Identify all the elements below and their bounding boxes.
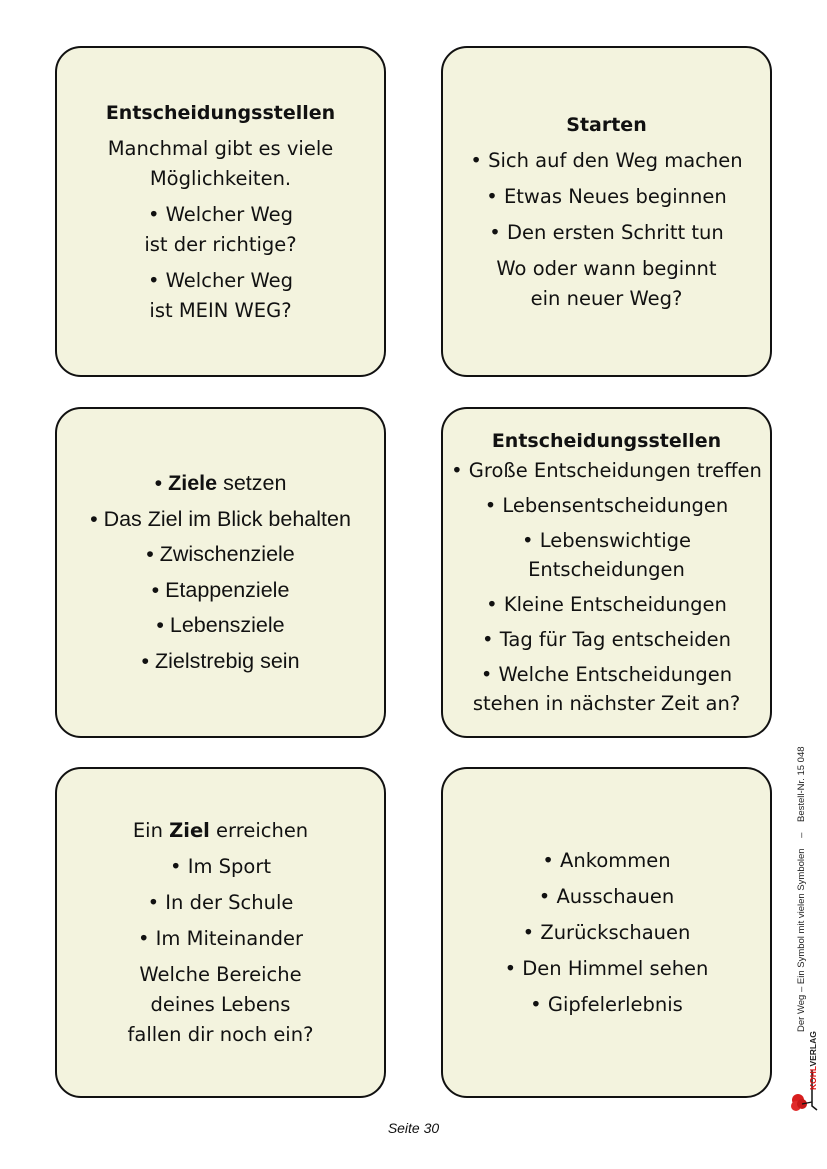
- card-title: Entscheidungsstellen: [105, 101, 336, 124]
- card-bullet: • Kleine Entscheidungen: [486, 593, 727, 616]
- card-bullet: • In der Schule: [147, 890, 294, 914]
- card-title: Entscheidungsstellen: [491, 430, 722, 452]
- separator: –: [796, 832, 807, 838]
- card-text: deines Lebens: [150, 992, 291, 1016]
- card-text: stehen in nächster Zeit an?: [472, 692, 741, 715]
- card-ziel-erreichen: [55, 767, 386, 1098]
- card-title: Starten: [566, 113, 647, 136]
- page-number: Seite 30: [387, 1120, 440, 1136]
- card-bullet: • Im Miteinander: [137, 926, 303, 950]
- card-text: Entscheidungen: [528, 558, 685, 581]
- card-text: Manchmal gibt es viele: [107, 136, 334, 160]
- card-bullet: • Lebensziele: [156, 613, 285, 637]
- card-bullet: • Den ersten Schritt tun: [489, 220, 724, 244]
- card-text: Ein: [132, 818, 170, 842]
- card-text: ein neuer Weg?: [530, 286, 683, 310]
- card-starten: [441, 46, 772, 377]
- card-bullet: • Lebensentscheidungen: [484, 494, 729, 517]
- bold-word: Ziele: [168, 471, 218, 495]
- card-text: Wo oder wann beginnt: [496, 256, 717, 280]
- order-number: Bestell-Nr. 15 048: [796, 746, 807, 822]
- card-ziele: [55, 407, 386, 738]
- card-text: fallen dir noch ein?: [127, 1022, 314, 1046]
- card-heading: [133, 816, 308, 846]
- card-text: erreichen: [209, 818, 309, 842]
- card-entscheidungsstellen-1: [55, 46, 386, 377]
- card-bullet: • Zurückschauen: [522, 920, 691, 944]
- book-info-vertical: [796, 746, 807, 1032]
- card-bullet: • Ankommen: [542, 848, 671, 872]
- card-bullet: • Etappenziele: [151, 577, 290, 602]
- card-text: ist der richtige?: [144, 232, 297, 256]
- card-bullet: • Welche Entscheidungen: [480, 663, 733, 686]
- publisher-name-part1: KOHL: [808, 1066, 818, 1090]
- card-bullet: • Etwas Neues beginnen: [486, 184, 727, 208]
- bullet: •: [154, 471, 169, 495]
- card-text: setzen: [217, 471, 287, 495]
- card-bullet: • Den Himmel sehen: [504, 956, 709, 980]
- publisher-name-part2: VERLAG: [808, 1031, 818, 1067]
- card-bullet: • Gipfelerlebnis: [530, 992, 683, 1016]
- card-bullet: • Zielstrebig sein: [141, 648, 300, 673]
- bold-word: Ziel: [169, 818, 210, 842]
- card-bullet: • Welcher Weg: [147, 268, 294, 292]
- card-bullet: • Große Entscheidungen treffen: [451, 459, 762, 482]
- card-bullet: • Welcher Weg: [147, 202, 294, 226]
- card-bullet: • Zwischenziele: [146, 542, 295, 566]
- card-ankommen: [441, 767, 772, 1098]
- card-bullet: • Im Sport: [170, 854, 271, 878]
- card-bullet: • Tag für Tag entscheiden: [482, 628, 731, 651]
- card-text: ist MEIN WEG?: [149, 298, 292, 322]
- book-title: Der Weg – Ein Symbol mit vielen Symbolen: [796, 848, 807, 1032]
- card-bullet: • Sich auf den Weg machen: [470, 148, 743, 172]
- card-text: Welche Bereiche: [139, 962, 302, 986]
- card-entscheidungsstellen-2: [441, 407, 772, 738]
- card-bullet: • Das Ziel im Blick behalten: [90, 506, 351, 531]
- card-text: Möglichkeiten.: [149, 166, 292, 190]
- publisher-name: [808, 1031, 818, 1090]
- card-bullet: [155, 466, 287, 502]
- card-bullet: • Lebenswichtige: [522, 529, 691, 552]
- card-bullet: • Ausschauen: [538, 884, 675, 908]
